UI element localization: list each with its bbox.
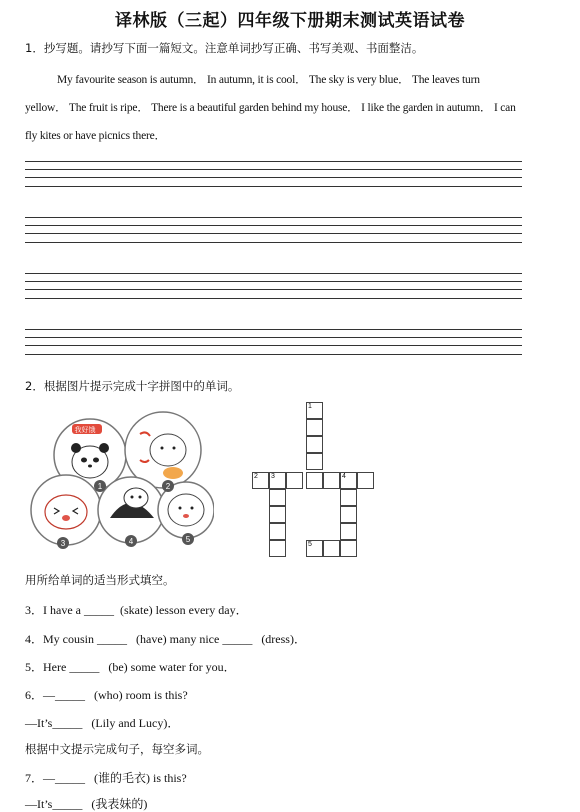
dash: — (43, 688, 56, 702)
question-number: 3． (25, 603, 44, 617)
dash: — (43, 771, 56, 785)
crossword-cell[interactable] (323, 472, 340, 489)
crossword-cell[interactable] (306, 472, 323, 489)
answer-blank[interactable]: _____ (52, 716, 83, 730)
writing-line (25, 337, 522, 338)
writing-line (25, 329, 522, 330)
question-7 (25, 769, 187, 786)
sticker-text: 我好饿 (74, 426, 96, 434)
writing-line (25, 161, 522, 162)
crossword-cell[interactable] (286, 472, 303, 489)
pic-number: 3 (60, 539, 66, 548)
writing-line (25, 186, 522, 187)
sentence-text: (be) some water for you． (108, 660, 236, 674)
writing-line (25, 177, 522, 178)
question-number: 5． (25, 660, 44, 674)
crossword-cell[interactable] (340, 506, 357, 523)
page-title: 译林版（三起）四年级下册期末测试英语试卷 (115, 11, 465, 31)
writing-line (25, 289, 522, 290)
question-number: 6． (25, 688, 44, 702)
crossword-cell[interactable] (306, 419, 323, 436)
crossword-cell[interactable] (269, 540, 286, 557)
sentence-text: My cousin (43, 632, 95, 646)
answer-blank[interactable]: _____ (52, 797, 83, 811)
clue-number: 3 (271, 473, 275, 480)
clue-number: 4 (342, 473, 346, 480)
crossword-cell[interactable] (269, 506, 286, 523)
writing-line (25, 169, 522, 170)
sentence-text: (谁的毛衣) is this? (94, 771, 187, 785)
q1-instruction: 1．抄写题。请抄写下面一篇短文。注意单词抄写正确、书写美观、书面整洁。 (25, 41, 424, 55)
sentence-text: (我表妹的) (91, 797, 148, 811)
crossword-cell[interactable] (269, 472, 286, 489)
writing-line (25, 345, 522, 346)
passage-line-2: yellow． The fruit is ripe． There is a beautiful garden behind my house． I like the garden in autumn． I can (25, 102, 516, 114)
writing-line (25, 242, 522, 243)
pic-number: 2 (165, 482, 171, 491)
crossword-cell[interactable] (306, 436, 323, 453)
sentence-text: (who) room is this? (94, 688, 188, 702)
writing-line (25, 225, 522, 226)
sentence-text: (skate) lesson every day． (120, 603, 248, 617)
crossword-cell[interactable] (357, 472, 374, 489)
crossword-grid (252, 402, 382, 562)
question-number: 4． (25, 632, 44, 646)
sentence-text: (dress)． (261, 632, 306, 646)
question-5 (25, 658, 236, 675)
sentence-text: —It’s (25, 716, 53, 730)
answer-blank[interactable]: _____ (69, 660, 100, 674)
q2-instruction: 2．根据图片提示完成十字拼图中的单词。 (25, 379, 240, 393)
answer-blank[interactable]: _____ (97, 632, 128, 646)
question-7-reply-partial (25, 795, 147, 812)
question-4 (25, 630, 306, 647)
crossword-cell[interactable] (269, 523, 286, 540)
writing-line (25, 281, 522, 282)
section-heading-cn: 根据中文提示完成句子，每空多词。 (25, 742, 209, 756)
crossword-cell[interactable] (323, 540, 340, 557)
question-number: 7． (25, 771, 44, 785)
clue-number: 2 (254, 473, 258, 480)
answer-blank[interactable]: _____ (55, 771, 86, 785)
picture-clues (28, 410, 214, 552)
passage-line-1: My favourite season is autumn． In autumn, it is cool． The sky is very blue． The leaves turn (57, 74, 480, 86)
question-6 (25, 686, 188, 703)
crossword-cell[interactable] (340, 523, 357, 540)
passage-line-3: fly kites or have picnics there． (25, 130, 166, 142)
crossword-cell[interactable] (306, 540, 323, 557)
sentence-text: Here (43, 660, 67, 674)
writing-line (25, 298, 522, 299)
sentence-text: (have) many nice (136, 632, 220, 646)
answer-blank[interactable]: _____ (84, 603, 114, 617)
crossword-cell[interactable] (340, 472, 357, 489)
crossword-cell[interactable] (269, 489, 286, 506)
crossword-cell[interactable] (340, 489, 357, 506)
section-heading-fill: 用所给单词的适当形式填空。 (25, 573, 175, 587)
crossword-cell[interactable] (306, 453, 323, 470)
writing-line (25, 233, 522, 234)
writing-line (25, 273, 522, 274)
question-6-reply (25, 714, 179, 731)
pic-number: 4 (128, 537, 134, 546)
clue-number: 1 (308, 403, 312, 410)
question-3 (25, 601, 248, 618)
clue-number: 5 (308, 541, 312, 548)
crossword-cell[interactable] (340, 540, 357, 557)
pic-number: 5 (185, 535, 191, 544)
cartoon-pictures-illustration (28, 410, 214, 552)
pic-number: 1 (97, 482, 103, 491)
crossword-cell[interactable] (306, 402, 323, 419)
sentence-text: I have a (43, 603, 81, 617)
answer-blank[interactable]: _____ (222, 632, 253, 646)
crossword-cell[interactable] (252, 472, 269, 489)
writing-line (25, 354, 522, 355)
sentence-text: —It’s (25, 797, 53, 811)
answer-blank[interactable]: _____ (55, 688, 86, 702)
sentence-text: (Lily and Lucy)． (91, 716, 180, 730)
writing-line (25, 217, 522, 218)
